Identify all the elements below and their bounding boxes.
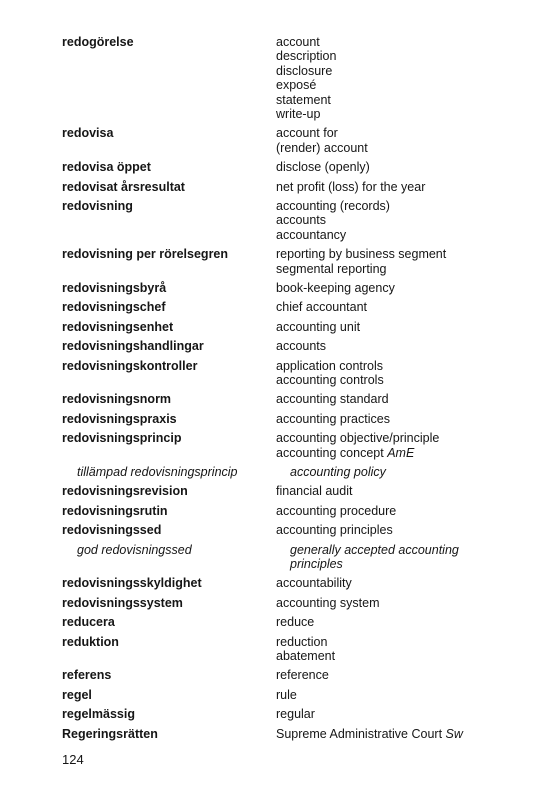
translation-line <box>276 247 526 261</box>
entry-translations <box>290 543 536 572</box>
translation-text: accounts <box>276 213 327 228</box>
translation-line <box>276 596 526 610</box>
translation-text: regular <box>276 707 315 722</box>
entry-term: regelmässig <box>62 707 135 722</box>
entry-translations <box>276 688 526 702</box>
entry-translations <box>276 247 526 276</box>
translation-text: accounting unit <box>276 319 361 334</box>
entry-term: redovisningshandlingar <box>62 339 204 354</box>
translation-text: accounting controls <box>276 373 384 387</box>
entry-translations <box>276 523 526 537</box>
translation-line <box>276 635 526 649</box>
translation-line <box>276 64 526 78</box>
entry-translations <box>276 281 526 295</box>
translation-line <box>276 649 526 663</box>
translation-text: reduce <box>276 615 315 630</box>
translation-text: accountancy <box>276 227 347 242</box>
entry-translations <box>290 465 536 479</box>
entry-term: redovisningsrevision <box>62 484 188 499</box>
translation-line <box>276 412 526 426</box>
entry-term: redovisningschef <box>62 300 166 315</box>
translation-line <box>276 727 526 741</box>
translation-line <box>276 576 526 590</box>
translation-line <box>276 78 526 92</box>
translation-line <box>276 213 526 227</box>
translation-line <box>276 320 526 334</box>
translation-line <box>276 141 526 155</box>
translation-text: financial audit <box>276 484 353 499</box>
entry-term: redovisningspraxis <box>62 411 177 426</box>
translation-text: statement <box>276 92 331 107</box>
translation-line <box>276 392 526 406</box>
translation-text: reference <box>276 668 329 683</box>
entry-term: redovisningsbyrå <box>62 281 167 295</box>
translation-line <box>276 300 526 314</box>
entry-term: referens <box>62 668 112 683</box>
entry-translations <box>276 35 526 121</box>
translation-text: Supreme Administrative Court <box>276 726 443 741</box>
translation-line <box>290 557 536 571</box>
translation-line <box>290 543 536 557</box>
usage-tag: AmE <box>387 445 415 460</box>
translation-text: accounting principles <box>276 523 393 538</box>
entry-term: redovisning <box>62 199 133 213</box>
translation-text: disclose (openly) <box>276 160 370 175</box>
entry-term: redovisat årsresultat <box>62 179 185 194</box>
entry-translations <box>276 596 526 610</box>
entry-translations <box>276 392 526 406</box>
translation-text: account for <box>276 126 338 141</box>
translation-line <box>276 668 526 682</box>
entry-term: redovisa <box>62 126 114 141</box>
entry-translations <box>276 180 526 194</box>
translation-text: description <box>276 49 337 64</box>
entry-translations <box>276 635 526 664</box>
translation-line <box>276 35 526 49</box>
translation-line <box>276 484 526 498</box>
translation-line <box>276 688 526 702</box>
translation-text: generally accepted accounting <box>290 542 459 557</box>
entry-term: redovisningsskyldighet <box>62 576 202 591</box>
translation-text: accounting policy <box>290 465 386 479</box>
translation-text: segmental reporting <box>276 261 387 276</box>
translation-line <box>276 281 526 295</box>
translation-text: book-keeping agency <box>276 281 395 295</box>
entry-term: redovisningsrutin <box>62 503 168 518</box>
translation-line <box>276 180 526 194</box>
translation-text: rule <box>276 687 297 702</box>
translation-line <box>276 446 526 460</box>
translation-text: exposé <box>276 78 317 93</box>
translation-text: accounting concept <box>276 445 384 460</box>
translation-text: write-up <box>276 107 321 122</box>
translation-line <box>276 160 526 174</box>
translation-text: disclosure <box>276 63 333 78</box>
entry-translations <box>276 320 526 334</box>
translation-text: net profit (loss) for the year <box>276 179 426 194</box>
entry-translations <box>276 707 526 721</box>
entry-term: redovisningssystem <box>62 595 183 610</box>
translation-text: accounting procedure <box>276 503 397 518</box>
translation-line <box>276 504 526 518</box>
entry-term: redovisningsenhet <box>62 319 174 334</box>
translation-text: chief accountant <box>276 300 368 315</box>
entry-translations <box>276 431 526 460</box>
entry-translations <box>276 359 526 388</box>
translation-text: principles <box>290 557 343 571</box>
translation-line <box>276 373 526 387</box>
entry-term: redovisningskontroller <box>62 358 198 373</box>
translation-line <box>290 465 536 479</box>
entry-term: redovisningssed <box>62 523 162 538</box>
entry-term: Regeringsrätten <box>62 726 158 741</box>
translation-text: accountability <box>276 576 352 591</box>
entry-translations <box>276 615 526 629</box>
translation-text: (render) account <box>276 140 368 155</box>
usage-tag: Sw <box>445 726 463 741</box>
translation-line <box>276 107 526 121</box>
translation-line <box>276 126 526 140</box>
translation-text: application controls <box>276 358 384 373</box>
entry-translations <box>276 300 526 314</box>
entry-translations <box>276 199 526 242</box>
translation-line <box>276 431 526 445</box>
entry-term: reduktion <box>62 634 119 649</box>
translation-text: abatement <box>276 649 336 663</box>
entry-translations <box>276 160 526 174</box>
entry-translations <box>276 484 526 498</box>
entry-translations <box>276 668 526 682</box>
translation-text: accounting objective/principle <box>276 431 440 446</box>
entry-translations <box>276 339 526 353</box>
entry-term: regel <box>62 687 92 702</box>
translation-line <box>276 339 526 353</box>
translation-line <box>276 199 526 213</box>
translation-text: account <box>276 35 320 49</box>
translation-line <box>276 359 526 373</box>
entry-term: tillämpad redovisningsprincip <box>77 465 238 479</box>
entry-translations <box>276 576 526 590</box>
entry-term: redovisa öppet <box>62 160 151 175</box>
translation-text: accounting (records) <box>276 199 390 213</box>
translation-line <box>276 615 526 629</box>
translation-line <box>276 93 526 107</box>
translation-text: accounting standard <box>276 392 389 407</box>
entry-term: reducera <box>62 615 115 630</box>
translation-text: accounting practices <box>276 411 390 426</box>
page-number: 124 <box>62 752 84 767</box>
entry-term: redovisningsnorm <box>62 392 172 407</box>
translation-text: accounting system <box>276 595 380 610</box>
entry-term: redogörelse <box>62 35 134 49</box>
entry-translations <box>276 126 526 155</box>
translation-text: accounts <box>276 339 327 354</box>
entry-term: redovisningsprincip <box>62 431 182 446</box>
entry-translations <box>276 504 526 518</box>
entry-translations <box>276 412 526 426</box>
translation-line <box>276 523 526 537</box>
translation-line <box>276 707 526 721</box>
translation-line <box>276 262 526 276</box>
translation-line <box>276 49 526 63</box>
entry-term: redovisning per rörelsegren <box>62 247 229 262</box>
translation-line <box>276 228 526 242</box>
entry-translations <box>276 727 526 741</box>
translation-text: reporting by business segment <box>276 247 447 262</box>
entry-term: god redovisningssed <box>77 542 192 557</box>
translation-text: reduction <box>276 634 328 649</box>
